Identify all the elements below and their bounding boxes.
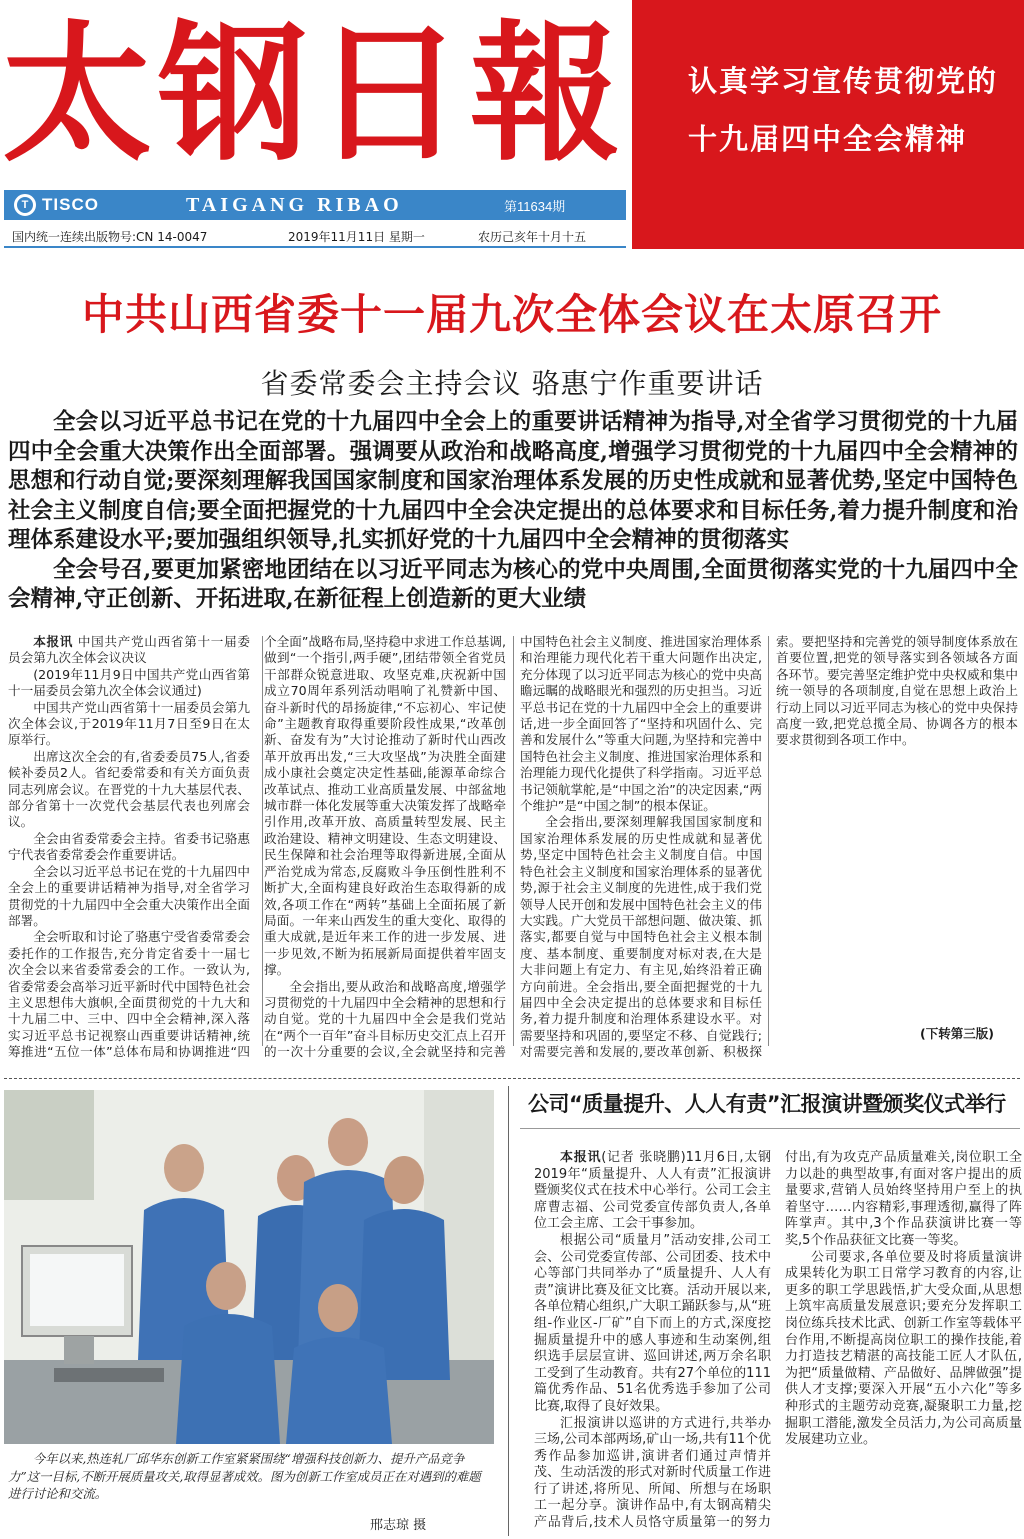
masthead-title: 太钢日報	[1, 6, 626, 182]
byline: (记者 张晓鹏)	[601, 1150, 686, 1165]
lunar-date: 农历己亥年十月十五	[478, 229, 587, 244]
body-paragraph: 中国共产党山西省第十一届委员会第九次全体会议,于2019年11月7日至9日在太原举行。	[8, 699, 250, 748]
masthead-pinyin: TAIGANG RIBAO	[186, 193, 403, 216]
summary-paragraph: 全会以习近平总书记在党的十九届四中全会上的重要讲话精神为指导,对全省学习贯彻党的十九届四中全会重大决策作出全面部署。强调要从政治和战略高度,增强学习贯彻党的十九届四中全会精神的思想和行动自觉;要深刻理解我国国家制度和国家治理体系发展的历史性成就和显著优势,坚定中国特色社会主义制度自信;要全面把握党的十九届四中全会决定提出的总体要求和目标任务,着力提升制度和治理体系建设水平;要加强组织领导,扎实抓好党的十九届四中全会精神的贯彻落实	[8, 409, 1018, 553]
body-paragraph: 全会以习近平总书记在党的十九届四中全会上的重要讲话精神为指导,对全省学习贯彻党的十九届四中全会重大决策作出全面部署。	[8, 863, 250, 928]
body-text: 11月6日,太钢2019年“质量提升、人人有责”汇报演讲暨颁奖仪式在技术中心举行。公司工会主席曹志福、公司党委宣传部负责人,各单位工会主席、工会干事参加。	[534, 1150, 771, 1232]
body-paragraph	[8, 634, 250, 667]
continued-link[interactable]: (下转第三版)	[920, 1026, 994, 1041]
column-divider	[262, 636, 263, 1046]
body-lead: 本报讯	[33, 634, 74, 649]
promo-text: 认真学习宣传贯彻党的十九届四中全会精神	[688, 64, 999, 156]
body-lead: 本报讯	[560, 1150, 602, 1165]
body-text: 中国共产党山西省第十一届委员会第九次全体会议决议	[8, 634, 251, 666]
promo-banner[interactable]	[632, 0, 1024, 249]
body-paragraph: 出席这次全会的有,省委委员75人,省委候补委员2人。省纪委常委和有关方面负责同志列席会议。在晋党的十九大基层代表、部分省第十一次党代会基层代表也列席会议。	[8, 748, 250, 830]
issue-number: 第11634期	[504, 198, 566, 214]
tisco-brand	[14, 194, 142, 216]
photo-credit: 邢志琼 摄	[370, 1518, 427, 1533]
section-divider	[4, 1078, 1020, 1079]
column-divider	[513, 636, 514, 1046]
tisco-logo-icon: T	[14, 194, 36, 216]
masthead-info-line	[4, 226, 626, 248]
second-story-body	[534, 1150, 1022, 1539]
body-paragraph: 全会指出,要深刻理解我国国家制度和国家治理体系发展的历史性成就和显著优势,坚定中国特色社会主义制度自信。中国特色社会主义制度和国家治理体系的显著优势,源于社会主义制度的先进性,成于我们党领导人民开创和发展中国特色社会主义的伟大实践。广大党员干部想问题、做决策、抓落实,都要自觉与中国特色社会主义根本制度、基本制度、重要制度对标对表,在大是大非问题上有定力、有主见,始终沿着正确方向前进。全会指出,要全面把握党的十九届四中全会决定提出的总体要求和目标任务,着力提升制度和治理体系建设水平。对需要坚持和巩固的,要坚定不移、自觉践行;对需要完善和发展的,要改革创新、积极探索。要把坚持和完善党的领导制度体系放在首要位置,把党的领导落实到各领域各方面各环节。要完善坚定维护党中央权威和集中统一领导的各项制度,自觉在思想上政治上行动上同以习近平同志为核心的党中央保持高度一致,把党总揽全局、协调各方的根本要求贯彻到各项工作中。	[520, 634, 1018, 1060]
caption-text: 今年以来,热连轧厂邱华东创新工作室紧紧围绕“增强科技创新力、提升产品竞争力”这一目标,不断开展质量攻关,取得显著成效。图为创新工作室成员正在对遇到的难题进行讨论和交流。	[8, 1451, 481, 1501]
summary-paragraph: 全会号召,要更加紧密地团结在以习近平同志为核心的党中央周围,全面贯彻落实党的十九届四中全会精神,守正创新、开拓进取,在新征程上创造新的更大业绩	[8, 556, 1018, 612]
main-summary	[8, 408, 1018, 615]
body-paragraph: 公司要求,各单位要及时将质量演讲成果转化为职工日常学习教育的内容,让更多的职工学思践悟,扩大受众面,从思想上筑牢高质量发展意识;要充分发挥职工岗位练兵技术比武、创新工作室等载体平台作用,不断提高岗位职工的操作技能,着力打造技艺精湛的高技能工匠人才队伍,为把“质量做精、产品做好、品牌做强”提供人才支撑;要深入开展“五小六化”等多种形式的主题劳动竞赛,凝聚职工力量,挖掘职工潜能,激发全员活力,为公司高质量发展建功立业。	[785, 1249, 1022, 1448]
column-divider	[508, 1086, 509, 1536]
body-paragraph: 全会指出,要从政治和战略高度,增强学习贯彻党的十九届四中全会精神的思想和行动自觉。党的十九届四中全会是我们党站在“两个一百年”奋斗目标历史交汇点上召开的一次十分重要的会议,全会就坚持和完善中国特色社会主义制度、推进国家治理体系和治理能力现代化若干重大问题作出决定,充分体现了以习近平同志为核心的党中央高瞻远瞩的战略眼光和强烈的历史担当。习近平总书记在党的十九届四中全会上的重要讲话,进一步全面回答了“坚持和巩固什么、完善和发展什么”等重大问题,为坚持和完善中国特色社会主义制度、推进国家治理体系和治理能力现代化提供了科学指南。习近平总书记领航掌舵,是“中国之治”的决定因素,“两个维护”是“中国之制”的根本保证。	[264, 634, 762, 1060]
masthead-band	[4, 190, 626, 220]
main-subhead: 省委常委会主持会议 骆惠宁作重要讲话	[260, 367, 764, 400]
body-paragraph: 全会由省委常委会主持。省委书记骆惠宁代表省委常委会作重要讲话。	[8, 830, 250, 863]
main-headline: 中共山西省委十一届九次全体会议在太原召开	[81, 290, 942, 339]
body-paragraph	[534, 1150, 771, 1233]
publication-date: 2019年11月11日 星期一	[288, 229, 425, 244]
publication-number: 国内统一连续出版物号:CN 14-0047	[12, 229, 208, 244]
body-paragraph: 汇报演讲以巡讲的方式进行,共举办三场,公司本部两场,矿山一场,共有11个优秀作品参加巡讲,演讲者们通过声情并茂、生动活泼的形式对新时代质量工作进行了讲述,将所见、所闻、所想与在场职工一起分享。演讲作品中,有太钢高精尖产品背后,技术人员恪守质量第一的努力付出,有为攻克产品质量难关,岗位职工全力以赴的典型故事,有面对客户提出的质量要求,营销人员始终坚持用户至上的执着坚守……内容精彩,事理透彻,赢得了阵阵掌声。其中,3个作品获演讲比赛一等奖,5个作品获征文比赛一等奖。	[534, 1150, 1022, 1531]
photo-caption	[8, 1450, 488, 1503]
news-photo-illustration	[4, 1090, 494, 1444]
body-paragraph: 根据公司“质量月”活动安排,公司工会、公司党委宣传部、公司团委、技术中心等部门共同举办了“质量提升、人人有责”演讲比赛及征文比赛。活动开展以来,各单位精心组织,广大职工踊跃参与,从“班组-作业区-厂矿”自下而上的方式,深度挖掘质量提升中的感人事迹和生动案例,组织选手层层宣讲、巡回讲述,两万余名职工受到了生动教育。共有27个单位的111篇优秀作品、51名优秀选手参加了公司比赛,取得了良好效果。	[534, 1232, 771, 1414]
tisco-label: TISCO	[42, 195, 99, 214]
body-paragraph: 全会听取和讨论了骆惠宁受省委常委会委托作的工作报告,充分肯定省委十一届七次全会以来省委常委会的工作。一致认为,省委常委会高举习近平新时代中国特色社会主义思想伟大旗帜,全面贯彻党的十九大和十九届二中、三中、四中全会精神,深入落实习近平总书记视察山西重要讲话精神,统筹推进“五位一体”总体布局和协调推进“四个全面”战略布局,坚持稳中求进工作总基调,做到“一个指引,两手硬”,团结带领全省党员干部群众锐意进取、攻坚克难,庆祝新中国成立70周年系列活动唱响了礼赞新中国、奋斗新时代的昂扬旋律,“不忘初心、牢记使命”主题教育取得重要阶段性成果,“改革创新、奋发有为”大讨论推动了新时代山西改革开放再出发,“三大攻坚战”为决胜全面建成小康社会奠定决定性基础,能源革命综合改革试点、推动工业高质量发展、中部盆地城市群一体化发展等重大决策发挥了战略牵引作用,改革开放、高质量转型发展、民主政治建设、精神文明建设、生态文明建设、民生保障和社会治理等取得新进展,全面从严治党成为常态,反腐败斗争压倒性胜利不断扩大,全面构建良好政治生态取得新的成效,各项工作在“两转”基础上全面拓展了新局面。一年来山西发生的重大变化、取得的重大成就,是近年来工作的进一步发展、进一步见效,不断为拓展新局面提供着牢固支撑。	[8, 634, 506, 1060]
column-divider	[768, 636, 769, 1046]
second-story-headline[interactable]: 公司“质量提升、人人有责”汇报演讲暨颁奖仪式举行	[528, 1092, 1006, 1116]
news-photo	[4, 1090, 494, 1444]
body-paragraph: (2019年11月9日中国共产党山西省第十一届委员会第九次全体会议通过)	[8, 666, 250, 699]
headline-rule	[520, 1128, 1020, 1129]
